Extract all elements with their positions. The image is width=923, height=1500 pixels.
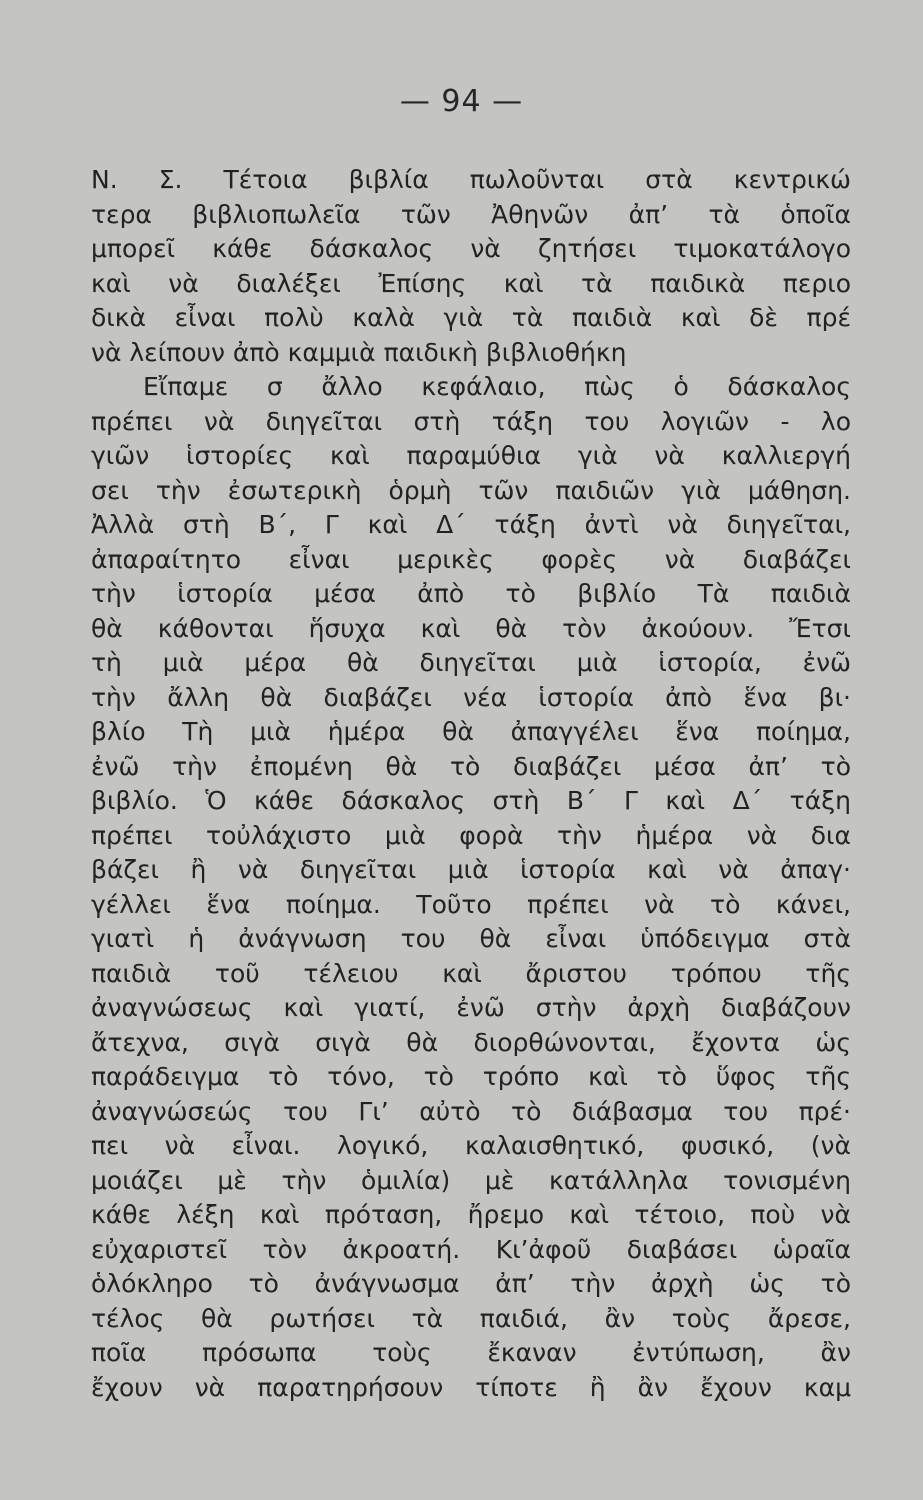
text-line: Ἀλλὰ στὴ Β΄, Γ καὶ Δ΄ τάξη ἀντὶ νὰ διηγεῖται, [91,510,851,539]
text-line: σει τὴν ἐσωτερικὴ ὁρμὴ τῶν παιδιῶν γιὰ μάθηση. [91,475,851,505]
text-line: δικὰ εἶναι πολὺ καλὰ γιὰ τὰ παιδιὰ καὶ δὲ πρέ [91,303,851,332]
text-line: γιῶν ἱστορίες καὶ παραμύθια γιὰ νὰ καλλιεργή [91,441,851,470]
text-line: εὐχαριστεῖ τὸν ἀκροατή. Κι’ἀφοῦ διαβάσει ὡραῖα [91,1234,851,1264]
text-line: γέλλει ἕνα ποίημα. Τοῦτο πρέπει νὰ τὸ κάνει, [91,889,851,919]
text-line: κάθε λέξη καὶ πρόταση, ἤρεμο καὶ τέτοιο, ποὺ νὰ [91,1200,851,1229]
text-line: μπορεῖ κάθε δάσκαλος νὰ ζητήσει τιμοκατάλογο [91,234,851,263]
text-line: ὁλόκληρο τὸ ἀνάγνωσμα ἀπ’ τὴν ἀρχὴ ὡς τὸ [91,1269,851,1298]
text-line: τὴν ἱστορία μέσα ἀπὸ τὸ βιβλίο Τὰ παιδιὰ [91,579,851,608]
text-line: μοιάζει μὲ τὴν ὁμιλία) μὲ κατάλληλα τονισμένη [91,1165,851,1195]
text-line: παράδειγμα τὸ τόνο, τὸ τρόπο καὶ τὸ ὕφος τῆς [91,1062,851,1091]
text-line: βιβλίο. Ὁ κάθε δάσκαλος στὴ Β΄ Γ καὶ Δ΄ τάξη [91,786,851,815]
text-line: Εἴπαμε σ ἄλλο κεφάλαιο, πὼς ὁ δάσκαλος [143,372,851,401]
text-line: ἄτεχνα, σιγὰ σιγὰ θὰ διορθώνονται, ἔχοντα ὡς [91,1027,851,1057]
text-line: γιατὶ ἡ ἀνάγνωση του θὰ εἶναι ὑπόδειγμα στὰ [91,924,851,953]
text-line: πει νὰ εἶναι. λογικό, καλαισθητικό, φυσικό, (νὰ [91,1131,851,1160]
text-line: παιδιὰ τοῦ τέλειου καὶ ἄριστου τρόπου τῆς [91,958,851,988]
text-line: τερα βιβλιοπωλεῖα τῶν Ἀθηνῶν ἀπ’ τὰ ὁποῖα [91,199,851,229]
page-number: — 94 — [399,84,524,119]
text-line: καὶ νὰ διαλέξει Ἐπίσης καὶ τὰ παιδικὰ περιο [91,268,851,298]
text-line: τὴν ἄλλη θὰ διαβάζει νέα ἱστορία ἀπὸ ἕνα βι· [91,682,851,712]
text-line: ἐνῶ τὴν ἐπομένη θὰ τὸ διαβάζει μέσα ἀπ’ τὸ [91,751,851,781]
text-line: ἀναγνώσεώς του Γι’ αὐτὸ τὸ διάβασμα του πρέ· [91,1096,851,1126]
text-line: τέλος θὰ ρωτήσει τὰ παιδιά, ἂν τοὺς ἄρεσε, [91,1303,851,1333]
text-line: τὴ μιὰ μέρα θὰ διηγεῖται μιὰ ἱστορία, ἐνῶ [91,648,851,677]
body-text [91,163,851,1405]
text-line: πρέπει νὰ διηγεῖται στὴ τάξη του λογιῶν - λο [91,406,851,436]
text-line: ποῖα πρόσωπα τοὺς ἔκαναν ἐντύπωση, ἂν [91,1338,851,1367]
text-line: θὰ κάθονται ἥσυχα καὶ θὰ τὸν ἀκούουν. Ἔτσι [91,613,851,643]
text-line: ἀπαραίτητο εἶναι μερικὲς φορὲς νὰ διαβάζει [91,544,851,574]
text-line: ἀναγνώσεως καὶ γιατί, ἐνῶ στὴν ἀρχὴ διαβάζουν [91,993,851,1022]
text-line: βάζει ἢ νὰ διηγεῖται μιὰ ἱστορία καὶ νὰ ἀπαγ· [91,855,851,884]
text-line: ἔχουν νὰ παρατηρήσουν τίποτε ἢ ἂν ἔχουν καμ [91,1372,851,1402]
text-line: νὰ λείπουν ἀπὸ καμμιὰ παιδικὴ βιβλιοθήκη [91,337,627,367]
text-line: βλίο Τὴ μιὰ ἡμέρα θὰ ἀπαγγέλει ἕνα ποίημα, [91,717,851,746]
text-line: πρέπει τοὐλάχιστο μιὰ φορὰ τὴν ἡμέρα νὰ δια [91,820,851,850]
text-line: Ν. Σ. Τέτοια βιβλία πωλοῦνται στὰ κεντρικώ [91,165,851,194]
